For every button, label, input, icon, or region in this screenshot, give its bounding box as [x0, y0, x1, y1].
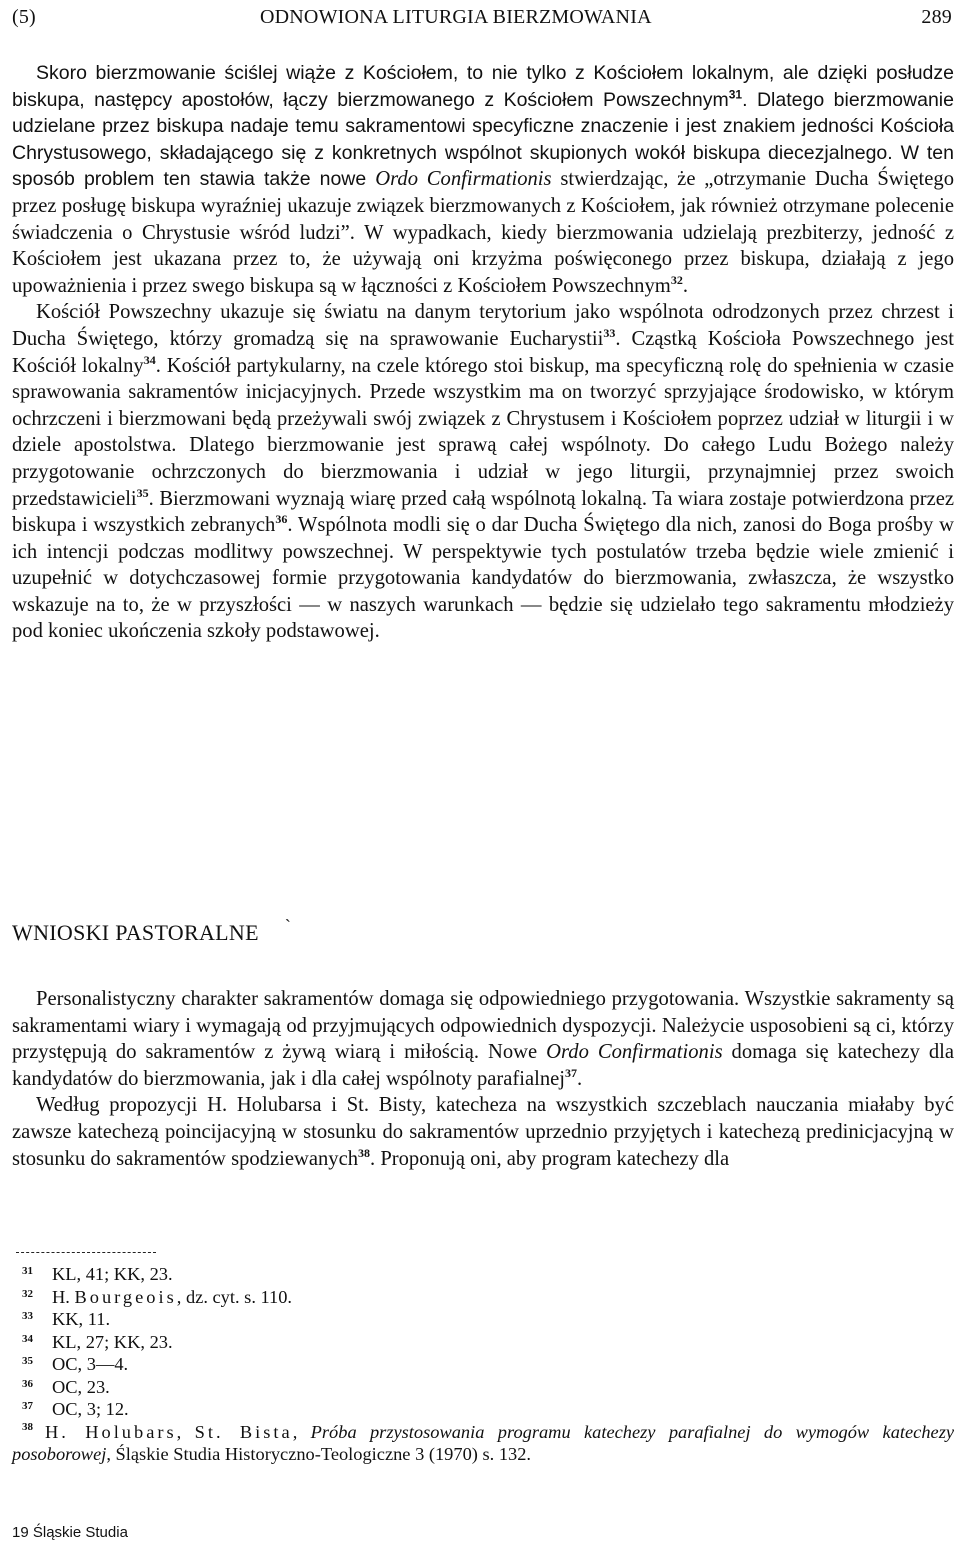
footnote-text: , Śląskie Studia Historyczno-Teologiczne 3 (1970) s. 132.: [106, 1444, 532, 1464]
footnote-text: ,: [176, 1421, 195, 1442]
body-text: [12, 60, 954, 645]
signature-mark: 19 Śląskie Studia: [12, 1524, 128, 1541]
text-span: .: [682, 274, 688, 297]
page-number: 289: [921, 6, 952, 28]
running-title: ODNOWIONA LITURGIA BIERZMOWANIA: [260, 6, 652, 28]
footnote-text: KL, 27; KK, 23.: [52, 1331, 173, 1352]
paragraph: [12, 986, 954, 1092]
footnote-ref: 35: [136, 485, 149, 500]
running-header: [12, 6, 954, 36]
author-name: St. Bista: [194, 1421, 293, 1442]
footnote-number: 36: [22, 1377, 33, 1390]
footnote-number: 33: [22, 1310, 33, 1322]
footnote: [12, 1263, 954, 1286]
text-span: Kościół Powszechny ukazuje się światu na danym terytorium jako wspólnota odrodzonych przez chrzest i Ducha Świętego, którzy gromadzą się na sprawowanie Eucharystii: [12, 301, 954, 350]
text-span: Według propozycji H. Holubarsa i St. Bisty, katecheza na wszystkich szczeblach nauczania miałaby być zawsze katechezą poincijacyjną w stosunku do sakramentów uprzednio przyjętych i katechezą predinicjacyjną w stosunku do sakramentów spodziewanych: [12, 1094, 954, 1170]
paragraph: [12, 60, 954, 299]
section-text: [12, 986, 954, 1172]
footnote: [12, 1421, 954, 1466]
footnote-number: 35: [22, 1355, 33, 1367]
heading-text: WNIOSKI PASTORALNE: [12, 920, 259, 945]
footnote-text: ,: [292, 1421, 311, 1442]
footnote-ref: 34: [143, 352, 156, 367]
footnote-number: 37: [22, 1400, 33, 1412]
footnote-separator: [16, 1252, 156, 1253]
footnote-text: KK, 11.: [52, 1309, 111, 1329]
footnote-ref: 36: [275, 512, 288, 527]
footnote-number: 31: [22, 1265, 33, 1277]
paragraph: [12, 299, 954, 645]
print-mark: `: [284, 916, 292, 936]
footnote-number: 32: [22, 1287, 33, 1300]
text-span: . Wspólnota modli się o dar Ducha Świętego dla nich, zanosi do Boga prośby w ich intencji podczas modlitwy powszechnej. W perspektywie tych postulatów trzeba będzie wiele zmienić i uzupełnić w dotychczasowej formie przygotowania kandydatów do bierzmowania, zwłaszcza, że wszystko wskazuje na to, że w przyszłości — w naszych warunkach — będzie się udzielało tego sakramentu młodzieży pod koniec ukończenia szkoły podstawowej.: [12, 514, 954, 643]
footnote: [12, 1398, 954, 1421]
footnote-ref: 33: [603, 326, 616, 341]
section-heading: [12, 916, 292, 946]
text-span: Skoro bierzmowanie ściślej wiąże z Kościołem, to nie tylko z Kościołem lokalnym, ale dzięki posłudze biskupa, następcy apostołów, łączy bierzmowanego z Kościołem Powszechnym: [12, 62, 954, 111]
text-span: .: [577, 1067, 583, 1090]
footnote-ref: 31: [728, 87, 743, 102]
footnote: [12, 1376, 954, 1399]
footnotes: [12, 1263, 954, 1466]
ordo-title: Ordo Confirmationis: [546, 1041, 723, 1064]
work-title: Próba przystosowania programu katechezy parafialnej do wymogów katechezy posoborowej: [12, 1421, 955, 1464]
text-span: stwierdzając, że „otrzymanie Ducha Świętego przez posługę biskupa wyraźniej ukazuje związek bierzmowanych z Kościołem, jak również otrzymane polecenie świadczenia o Chrystusie wśród ludzi”. W wypadkach, kiedy bierzmowania udzielają prezbiterzy, jedność z Kościołem jest ukazana przez to, że używają oni krzyżma poświęconego przez biskupa, działają z jego upoważnienia i przez swego biskupa są w łączności z Kościołem Powszechnym: [12, 168, 954, 297]
ordo-title: Ordo Confirmationis: [375, 168, 552, 191]
text-span: Personalistyczny charakter sakramentów domaga się odpowiedniego przygotowania. Wszystkie sakramenty są sakramentami wiary i wymagają od przyjmujących odpowiednich dyspozycji. Należycie usposobieni są ci, którzy przystępują do sakramentów z żywą wiarą i miłością. Nowe: [12, 988, 954, 1064]
footnote-text: , dz. cyt. s. 110.: [176, 1286, 293, 1307]
footnote: [12, 1353, 954, 1376]
footnote-ref: 37: [565, 1065, 577, 1080]
footnote: [12, 1286, 954, 1309]
footnote-text: OC, 23.: [52, 1376, 110, 1397]
footnote-text: KL, 41; KK, 23.: [52, 1264, 173, 1284]
author-name: H. Holubars: [45, 1421, 177, 1442]
footnote-text: OC, 3; 12.: [52, 1399, 129, 1419]
section-number: (5): [12, 6, 36, 28]
text-span: . Kościół partykularny, na czele którego stoi biskup, ma specyficzną rolę do spełnienia w czasie sprawowania sakramentów inicjacyjnych. Przede wszystkim ma on tworzyć sprzyjające środowisko, w którym ochrzczeni i bierzmowani będą przeżywali swój związek z Chrystusem i Kościołem poprzez udział w liturgii i w dziele apostolstwa. Dlatego bierzmowanie jest sprawą całej wspólnoty. Do całego Ludu Bożego należy przygotowanie ochrzczonych do bierzmowania i udział w jego liturgii, przynajmniej przez swoich przedstawicieli: [12, 354, 954, 510]
author-name: Bourgeois: [74, 1286, 177, 1307]
text-span: W ten sposób problem ten stawia także nowe: [12, 141, 954, 191]
text-span: . Cząstką Kościoła Powszechnego jest Kościół lokalny: [12, 327, 954, 377]
footnote-number: 38: [22, 1421, 33, 1434]
footnote: [12, 1308, 954, 1331]
text-span: . Bierzmowani wyznają wiarę przed całą wspólnotą lokalną. Ta wiara zostaje potwierdzona przez biskupa i wszystkich zebranych: [12, 487, 954, 537]
footnote-text: H.: [52, 1286, 75, 1307]
text-span: . Dlatego bierzmowanie udzielane przez biskupa nadaje temu sakramentowi specyficzne znaczenie i jest znakiem jedności Kościoła Chrystusowego, składającego się z konkretnych wspólnot skupionych wokół biskupa diecezjalnego.: [12, 88, 954, 164]
text-span: domaga się katechezy dla kandydatów do bierzmowania, jak i dla całej wspólnoty parafialnej: [12, 1041, 954, 1090]
paragraph: [12, 1092, 954, 1172]
footnote: [12, 1331, 954, 1354]
footnote-ref: 38: [358, 1145, 371, 1160]
footnote-ref: 32: [670, 272, 683, 287]
footnote-number: 34: [22, 1332, 33, 1345]
text-span: . Proponują oni, aby program katechezy dla: [370, 1147, 730, 1170]
footnote-text: OC, 3—4.: [52, 1354, 129, 1374]
